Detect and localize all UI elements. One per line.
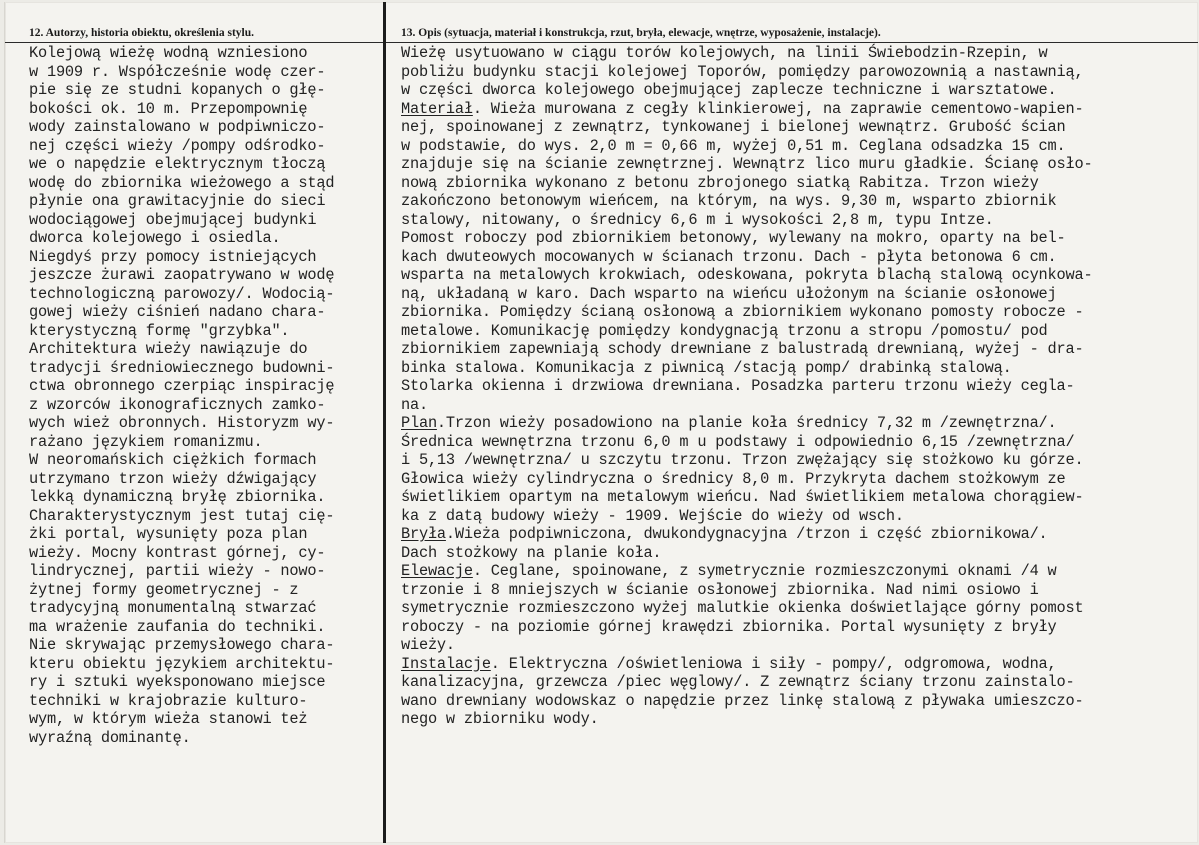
text-line: ma wrażenie zaufania do techniki.: [29, 617, 326, 636]
text-line: jeszcze żurawi zaopatrywano w wodę: [29, 266, 335, 284]
text-line: [401, 710, 1092, 729]
text-line: dworca kolejowego i osiedla.: [29, 229, 281, 247]
section-description: [386, 2, 1198, 843]
text-line: bokości ok. 10 m. Przepompownię: [29, 99, 308, 118]
text-line: wodę do zbiornika wieżowego a stąd: [29, 173, 335, 192]
text-line: [401, 396, 1092, 415]
text-line: tradycji średniowiecznego budowni-: [29, 358, 335, 377]
line-text: Średnica wewnętrzna trzonu 6,0 m u podstawy i odpowiednio 6,15 /zewnętrzna/: [401, 432, 1075, 451]
text-line: ry i sztuki wyeksponowano miejsce: [29, 673, 326, 691]
line-text: Pomost roboczy pod zbiornikiem betonowy, wylewany na mokro, oparty na bel-: [401, 229, 1066, 247]
text-line: tradycyjną monumentalną stwarzać: [29, 599, 317, 617]
text-line: [401, 266, 1092, 285]
text-line: [401, 599, 1092, 618]
text-line: kteru obiektu językiem architektu-: [29, 654, 335, 673]
text-line: [401, 63, 1092, 82]
line-text: . Wieża murowana z cegły klinkierowej, na zaprawie cementowo-wapien-: [472, 99, 1084, 118]
text-line: [401, 340, 1092, 359]
text-line: [401, 248, 1092, 267]
line-text: trzonie i 8 mniejszych w ścianie osłonowej zbiornika. Nad nimi osiowo i: [401, 580, 1039, 599]
text-line: [401, 303, 1092, 322]
line-text: kanalizacyjna, grzewcza /piec węglowy/. Z zewnątrz ściany trzonu zainstalo-: [401, 673, 1075, 691]
text-line: żki portal, wysunięty poza plan: [29, 525, 308, 543]
text-line: pie się ze studni kopanych o głę-: [29, 81, 326, 99]
text-line: [401, 692, 1092, 711]
line-text: i 5,13 /wewnętrzna/ u szczytu trzonu. Trzon zwężający się stożkowo ku górze.: [401, 451, 1084, 469]
section-12-text: [29, 44, 334, 747]
text-line: [401, 377, 1092, 396]
section-13-title: [401, 27, 881, 39]
text-line: [401, 525, 1092, 544]
text-line: lekką dynamiczną bryłę zbiornika.: [29, 488, 326, 506]
text-line: Kolejową wieżę wodną wzniesiono: [29, 44, 308, 62]
text-line: Nie skrywając przemysłowego chara-: [29, 636, 335, 654]
text-line: [401, 673, 1092, 692]
text-line: w 1909 r. Współcześnie wodę czer-: [29, 62, 326, 81]
text-line: ctwa obronnego czerpiąc inspirację: [29, 377, 335, 395]
section-13-title-number: 13. Opis: [401, 27, 442, 39]
line-text: ka z datą budowy wieży - 1909. Wejście do wieży od wsch.: [401, 506, 904, 525]
text-line: Charakterystycznym jest tutaj cię-: [29, 506, 335, 525]
text-line: rażano językiem romanizmu.: [29, 432, 263, 451]
text-line: [401, 433, 1092, 452]
text-line: wody zainstalowano w podpiwniczo-: [29, 118, 326, 136]
text-line: wych wież obronnych. Historyzm wy-: [29, 414, 335, 432]
text-line: żytnej formy geometrycznej - z: [29, 580, 299, 599]
text-line: [401, 285, 1092, 304]
text-line: płynie ona grawitacyjnie do sieci: [29, 192, 326, 210]
line-text: wano drewniany wodowskaz o napędzie przez linkę stalową z pływaka umieszczo-: [401, 691, 1084, 710]
line-text: wieży.: [401, 636, 455, 654]
text-line: [401, 470, 1092, 489]
text-line: [401, 488, 1092, 507]
line-text: binka stalowa. Komunikacja z piwnicą /stacją pomp/ drabinką stalową.: [401, 358, 1012, 377]
text-line: [401, 155, 1092, 174]
text-line: [401, 544, 1092, 563]
text-line: [401, 507, 1092, 526]
text-line: [401, 118, 1092, 137]
text-line: [401, 229, 1092, 248]
line-text: roboczy - na poziomie górnej krawędzi zbiornika. Portal wysunięty z bryły: [401, 617, 1057, 636]
section-13-title-note: (sytuacja, materiał i konstrukcja, rzut, bryła, elewacje, wnętrze, wyposażenie, instalacje).: [444, 27, 881, 39]
line-text: ną, układaną w karo. Dach wsparto na wieńcu ułożonym na ścianie osłonowej: [401, 284, 1057, 303]
text-line: techniki w krajobrazie kulturo-: [29, 691, 308, 710]
section-authors-history: [5, 2, 386, 843]
line-text: symetrycznie rozmieszczono wyżej malutkie okienka doświetlające górny pomost: [401, 599, 1084, 617]
line-text: zbiornikiem zapewniają schody drewniane z balustradą drewnianą, wyżej - dra-: [401, 340, 1084, 358]
line-text: metalowe. Komunikację pomiędzy kondygnacją trzonu a stropu /pomostu/ pod: [401, 321, 1048, 340]
text-line: [401, 636, 1092, 655]
text-line: [401, 414, 1092, 433]
line-text: w podstawie, do wys. 2,0 m = 0,66 m, wyżej 0,51 m. Ceglana odsadzka 15 cm.: [401, 136, 1066, 155]
text-line: wieży. Mocny kontrast górnej, cy-: [29, 543, 326, 562]
line-text: .Wieża podpiwniczona, dwukondygnacyjna /trzon i część zbiornikowa/.: [445, 525, 1048, 543]
document-sheet: [4, 2, 1198, 843]
text-line: [401, 359, 1092, 378]
section-13-text: [401, 44, 1092, 729]
text-line: [401, 322, 1092, 341]
text-line: [401, 137, 1092, 156]
line-text: Wieżę usytuowano w ciągu torów kolejowych, na linii Świebodzin-Rzepin, w: [401, 44, 1048, 62]
text-line: Niegdyś przy pomocy istniejących: [29, 247, 317, 266]
text-line: [401, 562, 1092, 581]
text-line: [401, 618, 1092, 637]
line-text: .Trzon wieży posadowiono na planie koła średnicy 7,32 m /zewnętrzna/.: [436, 414, 1057, 432]
line-text: zakończono betonowym wieńcem, na którym, na wys. 9,30 m, wsparto zbiornik: [401, 192, 1057, 210]
text-line: [401, 192, 1092, 211]
line-text: nową zbiornika wykonano z betonu zbrojonego siatką Rabitza. Trzon wieży: [401, 173, 1039, 192]
text-line: nej części wieży /pompy odśrodko-: [29, 136, 326, 155]
text-line: lindrycznej, partii wieży - nowo-: [29, 562, 326, 580]
subsection-heading: Plan: [401, 414, 437, 432]
line-text: Stolarka okienna i drzwiowa drewniana. Posadzka parteru trzonu wieży cegla-: [401, 377, 1075, 395]
line-text: na.: [401, 395, 428, 414]
text-line: we o napędzie elektrycznym tłoczą: [29, 155, 326, 173]
text-line: [401, 451, 1092, 470]
section-12-title: 12. Autorzy, historia obiektu, określenia stylu.: [29, 27, 255, 39]
text-line: [401, 211, 1092, 230]
line-text: Głowica wieży cylindryczna o średnicy 8,0 m. Przykryta dachem stożkowym ze: [401, 469, 1066, 488]
text-line: [401, 581, 1092, 600]
text-line: gowej wieży ciśnień nadano chara-: [29, 303, 326, 321]
text-line: utrzymano trzon wieży dźwigający: [29, 469, 317, 488]
text-line: [401, 81, 1092, 100]
text-line: wyraźną dominantę.: [29, 728, 191, 747]
text-line: W neoromańskich ciężkich formach: [29, 451, 317, 469]
text-line: [401, 100, 1092, 119]
line-text: nej, spoinowanej z zewnątrz, tynkowanej i bielonej wewnątrz. Grubość ścian: [401, 118, 1066, 136]
text-line: wym, w którym wieża stanowi też: [29, 710, 308, 728]
line-text: stalowy, nitowany, o średnicy 6,6 m i wysokości 2,8 m, typu Intze.: [401, 210, 994, 229]
text-line: z wzorców ikonograficznych zamko-: [29, 395, 326, 414]
text-line: technologiczną parowozy/. Wodocią-: [29, 284, 335, 303]
line-text: nego w zbiorniku wody.: [401, 710, 599, 728]
text-line: kterystyczną formę "grzybka".: [29, 321, 290, 340]
line-text: wsparta na metalowych krokwiach, odeskowana, pokryta blachą stalową ocynkowa-: [401, 266, 1093, 284]
text-line: wodociągowej obejmującej budynki: [29, 210, 317, 229]
line-text: Dach stożkowy na planie koła.: [401, 543, 662, 562]
line-text: . Elektryczna /oświetleniowa i siły - pompy/, odgromowa, wodna,: [490, 654, 1057, 673]
text-line: [401, 174, 1092, 193]
text-line: Architektura wieży nawiązuje do: [29, 340, 308, 358]
subsection-heading: Instalacje: [401, 654, 491, 673]
subsection-heading: Materiał: [401, 99, 473, 118]
line-text: w części dworca kolejowego obejmującej zaplecze techniczne i warsztatowe.: [401, 81, 1057, 99]
line-text: pobliżu budynku stacji kolejowej Toporów, pomiędzy parowozownią a nastawnią,: [401, 62, 1084, 81]
line-text: zbiornika. Pomiędzy ścianą osłonową a zbiornikiem wykonano pomosty robocze -: [401, 303, 1084, 321]
subsection-heading: Elewacje: [401, 562, 473, 580]
text-line: [401, 655, 1092, 674]
line-text: . Ceglane, spoinowane, z symetrycznie rozmieszczonymi oknami /4 w: [472, 562, 1057, 580]
text-line: [401, 44, 1092, 63]
line-text: kach dwuteowych mocowanych w ścianach trzonu. Dach - płyta betonowa 6 cm.: [401, 247, 1057, 266]
line-text: znajduje się na ścianie zewnętrznej. Wewnątrz lico muru gładkie. Ścianę osło-: [401, 155, 1093, 173]
line-text: świetlikiem opartym na metalowym wieńcu. Nad świetlikiem metalowa chorągiew-: [401, 488, 1084, 506]
subsection-heading: Bryła: [401, 525, 446, 543]
